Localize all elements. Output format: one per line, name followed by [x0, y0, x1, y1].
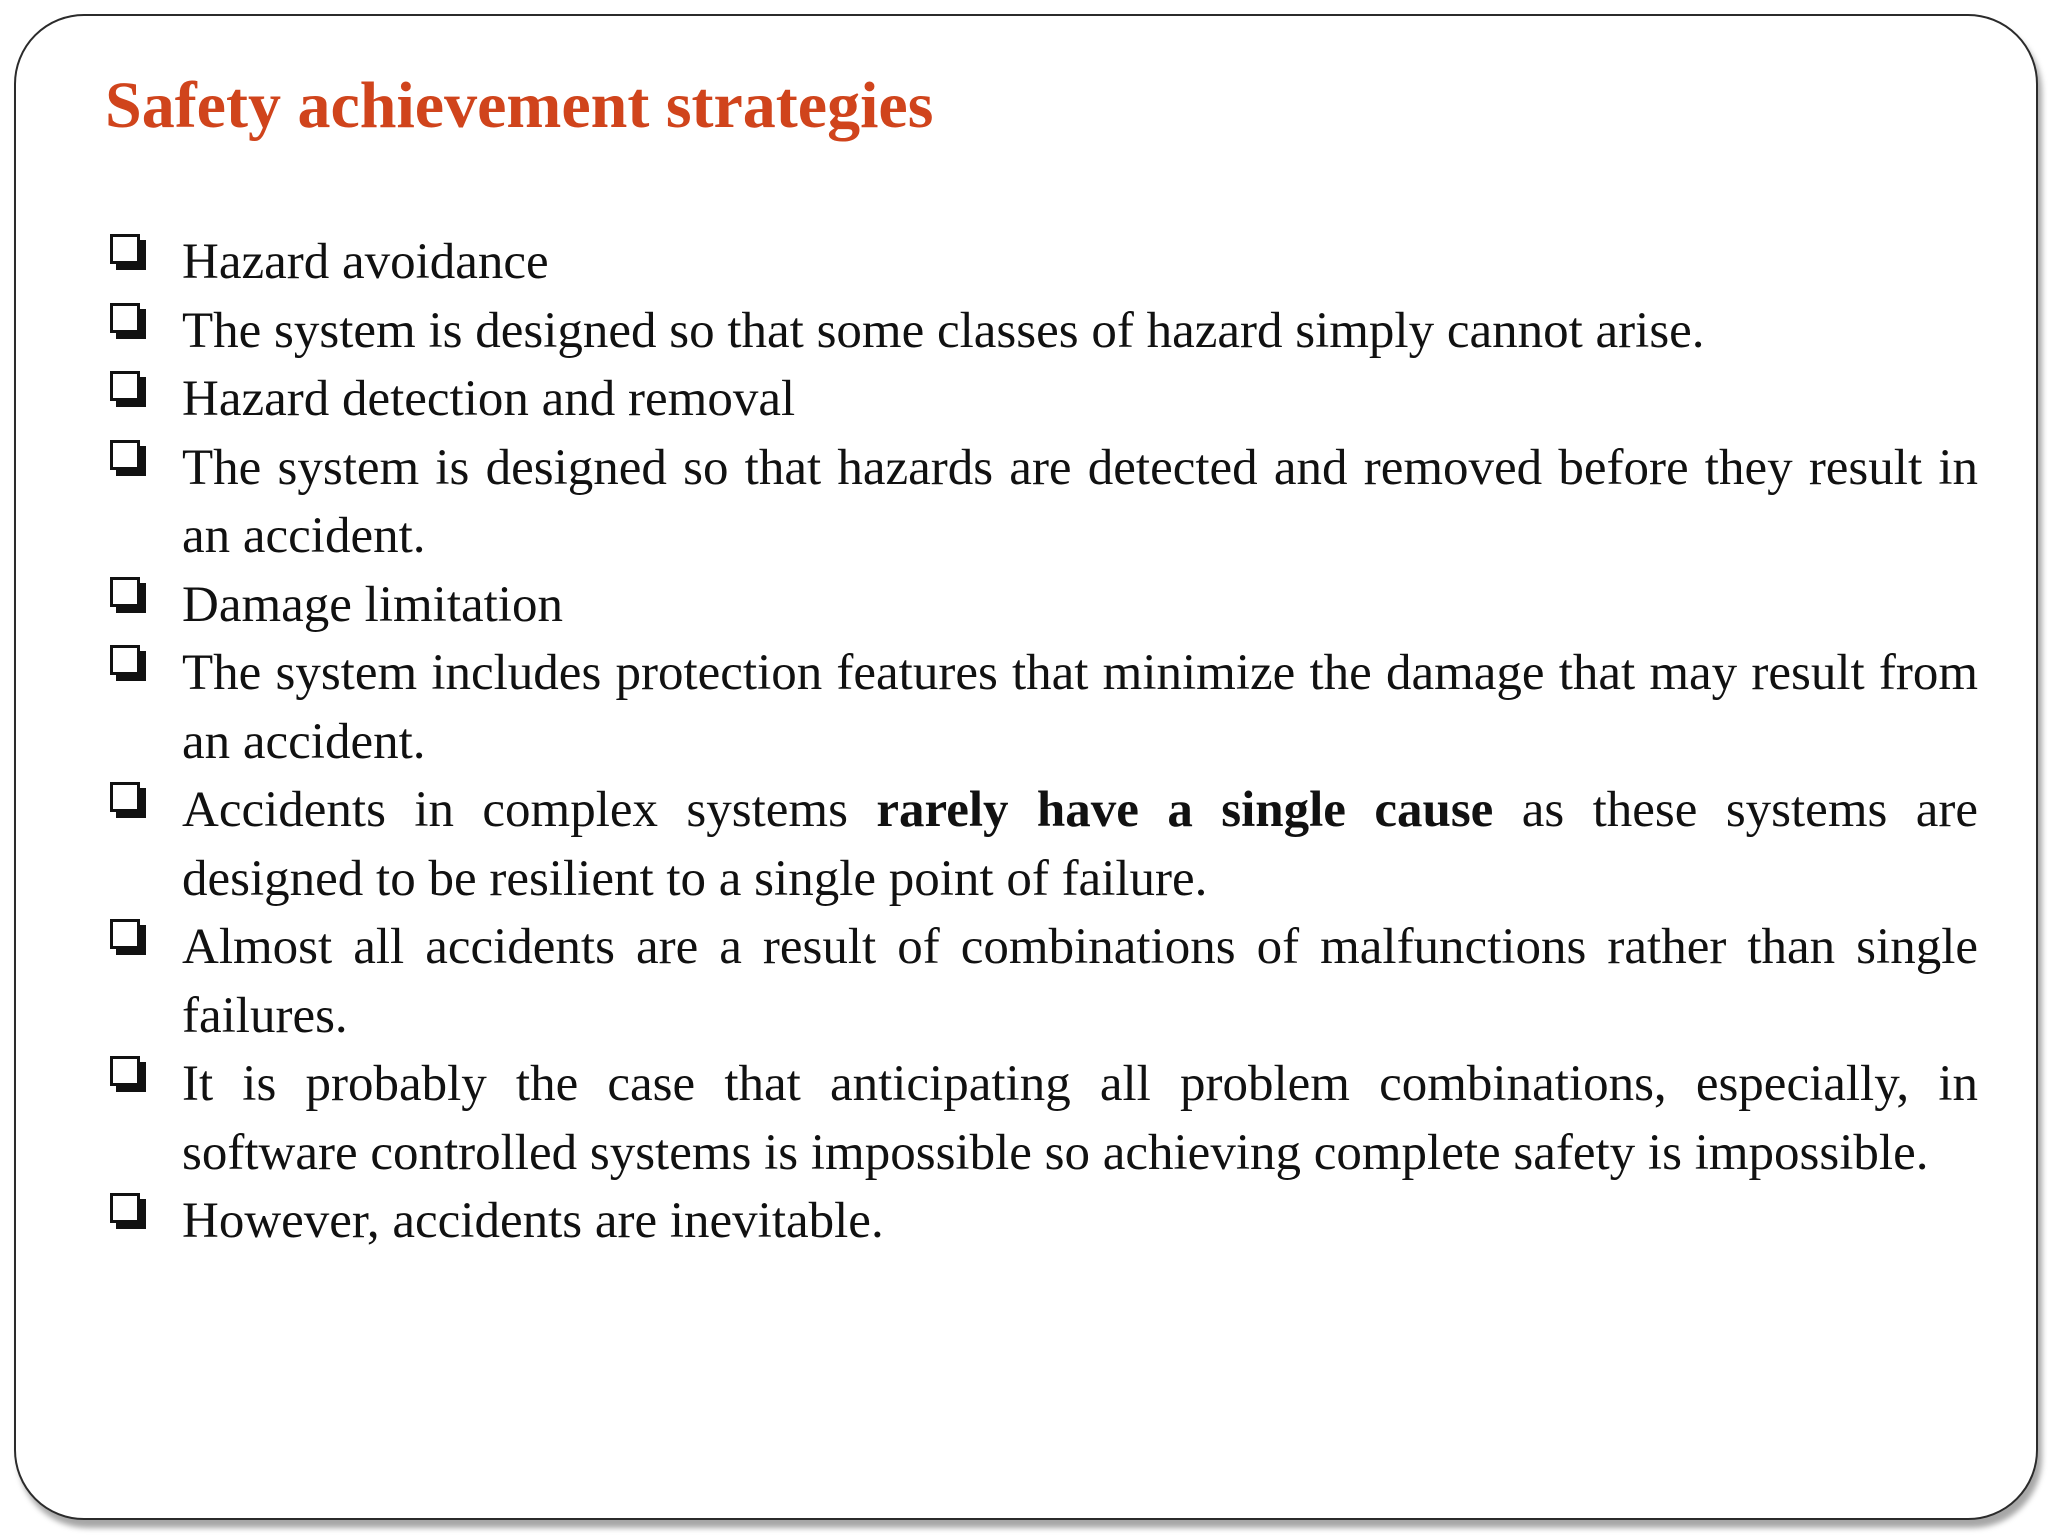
bullet-hazard-avoidance: [106, 228, 1978, 297]
bullet-text: It is probably the case that anticipating all problem combinations, especially, in software controlled systems is impossible so achieving complete safety is impossible.: [182, 1056, 1978, 1181]
bullet-text: The system includes protection features that minimize the damage that may result from an accident.: [182, 645, 1978, 770]
bullet-text: Almost all accidents are a result of combinations of malfunctions rather than single failures.: [182, 919, 1978, 1044]
bullet-text: Damage limitation: [182, 576, 563, 633]
bullet-damage-limitation: [106, 571, 1978, 640]
bullet-text: Hazard detection and removal: [182, 371, 796, 427]
bullet-damage-limitation-detail: [106, 639, 1978, 776]
bullet-complete-safety: [106, 1050, 1978, 1187]
hollow-square-icon: [110, 1056, 140, 1086]
hollow-square-icon: [110, 919, 140, 949]
slide-title: Safety achievement strategies: [105, 69, 934, 142]
hollow-square-icon: [110, 645, 140, 675]
bullet-text-before: Accidents in complex systems: [182, 782, 877, 838]
bullet-text: The system is designed so that some classes of hazard simply cannot arise.: [182, 302, 1705, 359]
bullet-text-after: as these systems are designed to be resilient to a single point of failure.: [182, 782, 1979, 907]
bullet-text: Hazard avoidance: [182, 234, 549, 290]
bullet-list: [106, 228, 1978, 1256]
hollow-square-icon: [110, 782, 140, 812]
hollow-square-icon: [110, 234, 140, 264]
bullet-hazard-detection-detail: [106, 434, 1978, 571]
bullet-complex-systems: [106, 776, 1978, 913]
hollow-square-icon: [110, 303, 140, 333]
bullet-hazard-avoidance-detail: [106, 297, 1978, 366]
hollow-square-icon: [110, 371, 140, 401]
slide-frame: [14, 14, 2038, 1520]
bullet-text-bold: rarely have a single cause: [876, 782, 1494, 838]
bullet-text: However, accidents are inevitable.: [182, 1193, 884, 1249]
bullet-inevitable: [106, 1187, 1978, 1256]
hollow-square-icon: [110, 440, 140, 470]
bullet-hazard-detection: [106, 365, 1978, 434]
hollow-square-icon: [110, 577, 140, 607]
hollow-square-icon: [110, 1193, 140, 1223]
bullet-text: The system is designed so that hazards are detected and removed before they result in an accident.: [182, 439, 1978, 564]
bullet-combinations: [106, 913, 1978, 1050]
